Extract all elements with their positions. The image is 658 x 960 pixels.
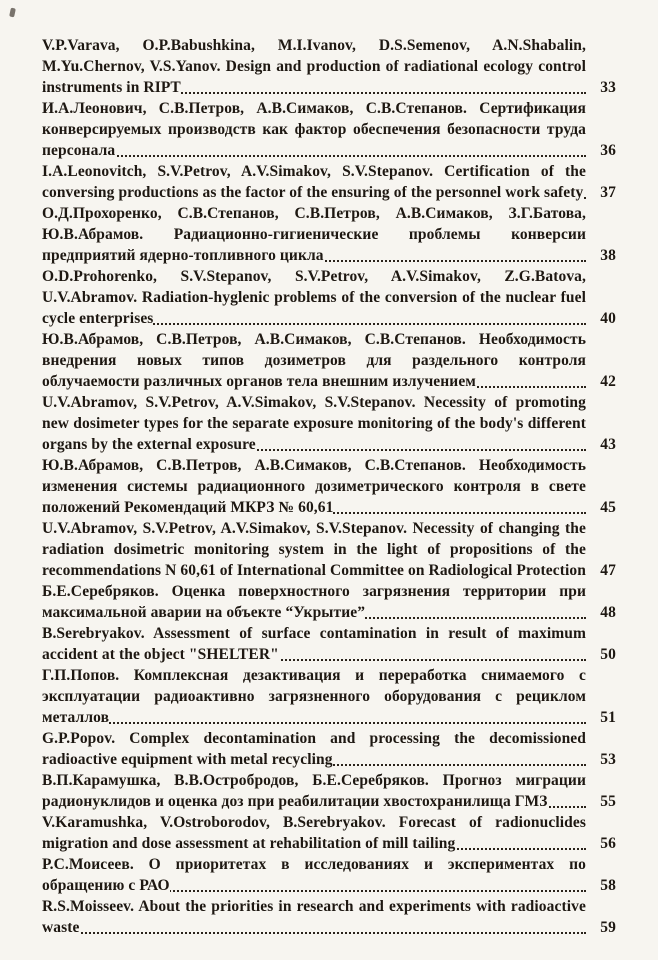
toc-entry [42,266,616,329]
toc-entry-page-number: 59 [586,917,616,938]
toc-entry-text: О.Д.Прохоренко, С.В.Степанов, С.В.Петров, А.В.Симаков, З.Г.Батова, Ю.В.Абрамов. Радиационно-гигиенические проблемы конверсии предприятий ядерно-топливного цикла [42,205,586,264]
toc-entry-page-number: 48 [586,602,616,623]
toc-entry [42,812,616,854]
toc-entry-text: O.D.Prohorenko, S.V.Stepanov, S.V.Petrov, A.V.Simakov, Z.G.Batova, U.V.Abramov. Radiation-hyglenic problems of the conversion of the nuclear fuel cycle enterprises [42,268,586,327]
toc-entry-page-number: 38 [586,245,616,266]
toc-entry [42,455,616,518]
toc-entry [42,854,616,896]
toc-entry-page-number: 45 [586,497,616,518]
toc-entry-page-number: 33 [586,77,616,98]
toc-entry-page-number: 36 [586,140,616,161]
scan-artifact [9,8,16,18]
toc-entry-page-number: 55 [586,791,616,812]
toc-entry [42,770,616,812]
toc-entry-text: U.V.Abramov, S.V.Petrov, A.V.Simakov, S.V.Stepanov. Necessity of promoting new dosimeter types for the separate exposure monitoring of the body's different organs by the external exposure [42,394,586,453]
toc-entry-page-number: 42 [586,371,616,392]
toc-entry-text: Б.Е.Серебряков. Оценка поверхностного загрязнения территории при максимальной аварии на объекте “Укрытие” [42,583,586,621]
toc-entry-text: I.A.Leonovitch, S.V.Petrov, A.V.Simakov, S.V.Stepanov. Certification of the conversing productions as the factor of the ensuring of the personnel work safety [42,163,586,201]
toc-entry-page-number: 47 [586,560,616,581]
toc-entry-text: Р.С.Моисеев. О приоритетах в исследованиях и экспериментах по обращению с РАО [42,856,586,894]
toc-entry [42,623,616,665]
toc-entry [42,728,616,770]
toc-entry-text: B.Serebryakov. Assessment of surface contamination in result of maximum accident at the object "SHELTER" [42,625,586,663]
toc-entry-text: И.А.Леонович, С.В.Петров, А.В.Симаков, С.В.Степанов. Сертификация конверсируемых производств как фактор обеспечения безопасности труда персонала [42,100,586,159]
toc-entry [42,665,616,728]
toc-entry [42,35,616,98]
toc-entry-page-number: 37 [586,182,616,203]
toc-entry-page-number: 58 [586,875,616,896]
toc-entry-text: Ю.В.Абрамов, С.В.Петров, А.В.Симаков, С.В.Степанов. Необходимость изменения системы радиационного дозиметрического контроля в свете положений Рекомендаций МКРЗ № 60,61 [42,457,586,516]
toc-entry [42,581,616,623]
toc-entry [42,896,616,938]
toc-entry-page-number: 40 [586,308,616,329]
toc-entry [42,329,616,392]
toc-entry-text: V.Karamushka, V.Ostroborodov, B.Serebryakov. Forecast of radionuclides migration and dose assessment at rehabilitation of mill tailing [42,814,586,852]
toc-entry-text: Г.П.Попов. Комплексная дезактивация и переработка снимаемого с эксплуатации радиоактивно загрязненного оборудования с рециклом металлов [42,667,586,726]
toc-entry-page-number: 56 [586,833,616,854]
toc-entry-page-number: 43 [586,434,616,455]
toc-entry-page-number: 50 [586,644,616,665]
toc-entry-text: Ю.В.Абрамов, С.В.Петров, А.В.Симаков, С.В.Степанов. Необходимость внедрения новых типов дозиметров для раздельного контроля облучаемости различных органов тела внешним излучением [42,331,586,390]
toc-entry-page-number: 53 [586,749,616,770]
toc-entry-text: U.V.Abramov, S.V.Petrov, A.V.Simakov, S.V.Stepanov. Necessity of changing the radiation dosimetric monitoring system in the light of propositions of the recommendations N 60,61 of International Committee on Radiological Protection [42,520,586,579]
toc-entry [42,392,616,455]
toc-entry-text: V.P.Varava, O.P.Babushkina, M.I.Ivanov, D.S.Semenov, A.N.Shabalin, M.Yu.Chernov, V.S.Yanov. Design and production of radiational ecology control instruments in RIPT [42,37,586,96]
toc-entry [42,161,616,203]
table-of-contents [42,35,616,938]
toc-entry-text: G.P.Popov. Complex decontamination and processing the decomissioned radioactive equipment with metal recycling [42,730,586,768]
toc-entry-text: В.П.Карамушка, В.В.Остробродов, Б.Е.Серебряков. Прогноз миграции радионуклидов и оценка доз при реабилитации хвостохранилища ГМЗ [42,772,586,810]
toc-entry [42,518,616,581]
toc-entry-text: R.S.Moisseev. About the priorities in research and experiments with radioactive waste [42,898,586,936]
toc-entry [42,203,616,266]
toc-entry [42,98,616,161]
toc-entry-page-number: 51 [586,707,616,728]
